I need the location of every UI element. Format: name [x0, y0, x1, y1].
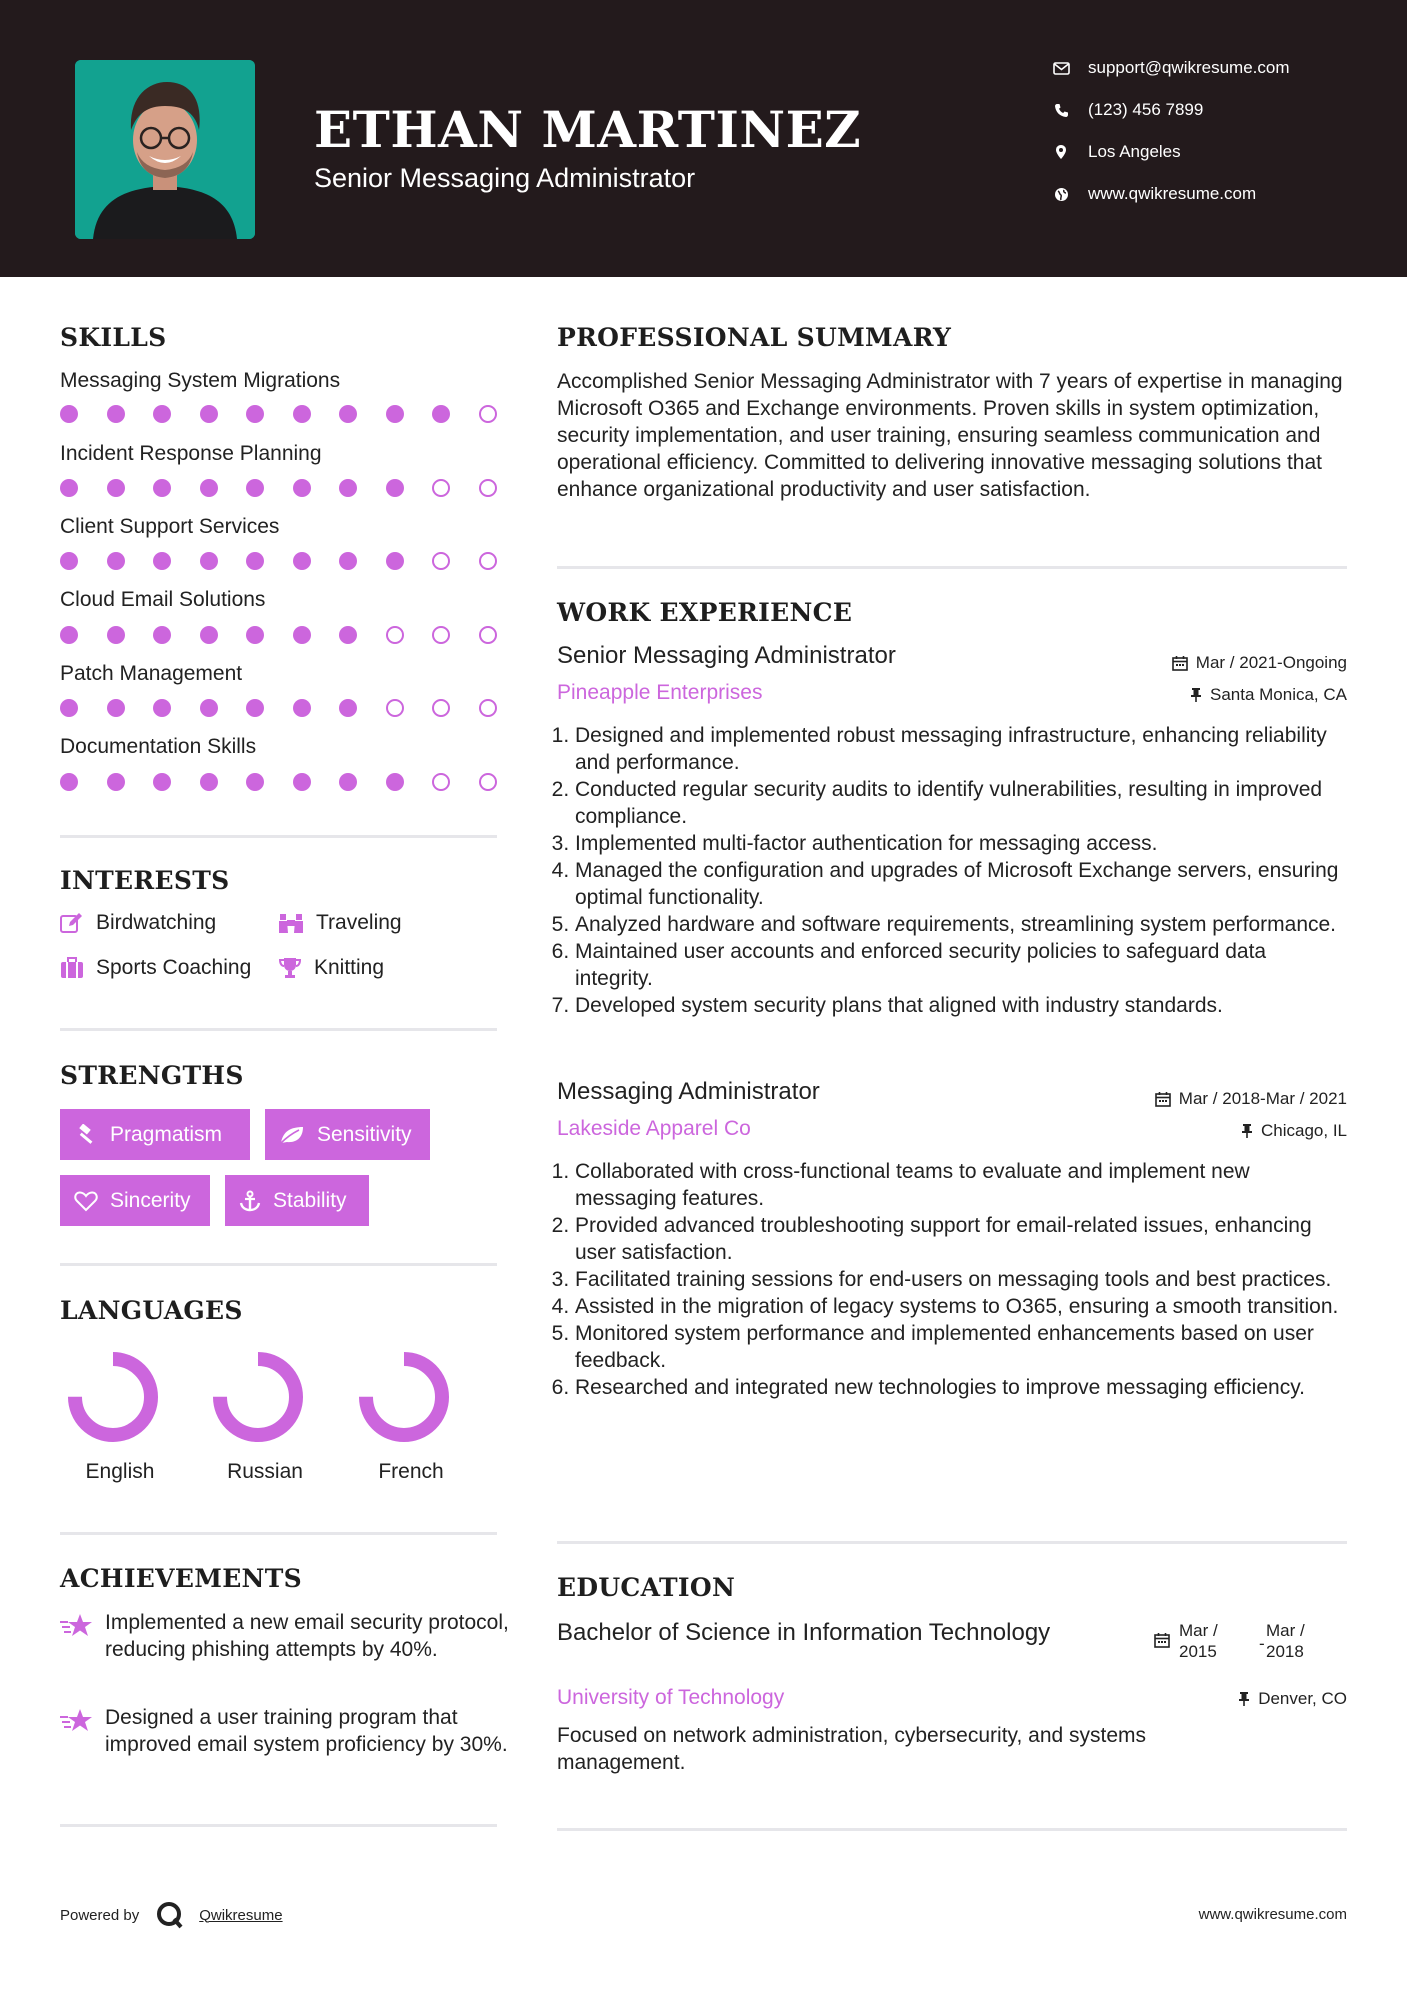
rating-dot-filled [246, 626, 264, 644]
bullet-item: 6. Researched and integrated new technologies to improve messaging efficiency. [575, 1374, 1347, 1401]
mail-icon [1050, 59, 1072, 77]
gavel-icon [74, 1124, 98, 1146]
skill-rating [60, 773, 500, 793]
powered-by-text: Powered by [60, 1906, 140, 1924]
summary-text: Accomplished Senior Messaging Administrator with 7 years of expertise in managing Microsoft O365 and Exchange environments. Proven skills in system optimization, security implementation, and user training, ensuring seamless communication and operational efficiency. Committed to delivering innovative messaging solutions that enhance organizational productivity and user satisfaction. [557, 370, 1343, 501]
rating-dot-empty [479, 479, 497, 497]
job-date [1172, 653, 1347, 673]
language-gauge [63, 1347, 163, 1452]
bullet-item: 2. Conducted regular security audits to identify vulnerabilities, resulting in improved compliance. [575, 776, 1347, 830]
rating-dot-filled [246, 552, 264, 570]
education-location [1238, 1689, 1347, 1709]
contact-phone-text: (123) 456 7899 [1088, 100, 1204, 119]
rating-dot-filled [107, 699, 125, 717]
rating-dot-filled [60, 405, 78, 423]
rating-dot-filled [246, 699, 264, 717]
rating-dot-filled [339, 479, 357, 497]
skill-label: Messaging System Migrations [60, 369, 341, 392]
bullet-item: 5. Monitored system performance and implemented enhancements based on user feedback. [575, 1320, 1347, 1374]
job-location [1190, 685, 1347, 705]
strength-tag [265, 1109, 430, 1160]
interest-label: Sports Coaching [96, 956, 252, 979]
person-illustration [75, 60, 255, 239]
language-label: English [85, 1460, 155, 1483]
section-divider [60, 1263, 497, 1266]
job-location [1241, 1121, 1347, 1141]
rating-dot-empty [479, 552, 497, 570]
job-bullets [557, 722, 1347, 1019]
resume-header [0, 0, 1407, 277]
calendar-icon [1155, 1091, 1171, 1107]
interest-item [60, 911, 216, 935]
rating-dot-filled [293, 405, 311, 423]
rating-dot-filled [246, 479, 264, 497]
bullet-item: 3. Facilitated training sessions for end-users on messaging tools and best practices. [575, 1266, 1347, 1293]
rating-dot-filled [339, 552, 357, 570]
contact-location-text: Los Angeles [1088, 142, 1181, 161]
summary-heading: PROFESSIONAL SUMMARY [557, 323, 952, 352]
company-name: Lakeside Apparel Co [557, 1117, 751, 1140]
date-separator: - [1259, 1634, 1265, 1653]
strength-label: Stability [273, 1188, 347, 1212]
rating-dot-filled [153, 552, 171, 570]
section-divider [557, 566, 1347, 569]
skill-label: Cloud Email Solutions [60, 588, 266, 611]
rating-dot-filled [153, 405, 171, 423]
education-location-text: Denver, CO [1258, 1689, 1347, 1708]
language-ring [354, 1347, 454, 1447]
bullet-item: 1. Collaborated with cross-functional teams to evaluate and implement new messaging features. [575, 1158, 1347, 1212]
bullet-item: 4. Managed the configuration and upgrades of Microsoft Exchange servers, ensuring optimal functionality. [575, 857, 1347, 911]
star-icon [60, 1609, 105, 1663]
job-date-text: Mar / 2018-Mar / 2021 [1178, 1089, 1347, 1108]
rating-dot-filled [200, 552, 218, 570]
rating-dot-filled [60, 773, 78, 791]
skill-rating [60, 699, 500, 719]
rating-dot-filled [339, 626, 357, 644]
skill-rating [60, 626, 500, 646]
language-level-arc [366, 1359, 442, 1435]
interest-label: Traveling [316, 911, 402, 934]
contact-website-text: www.qwikresume.com [1088, 184, 1257, 203]
skills-heading: SKILLS [60, 323, 167, 352]
rating-dot-filled [60, 699, 78, 717]
rating-dot-filled [339, 773, 357, 791]
qwikresume-link[interactable]: Qwikresume [199, 1906, 283, 1924]
calendar-icon [1154, 1632, 1170, 1648]
interest-item [278, 956, 384, 980]
achievements-heading: ACHIEVEMENTS [60, 1564, 302, 1593]
skill-rating [60, 552, 500, 572]
rating-dot-filled [386, 479, 404, 497]
rating-dot-empty [479, 773, 497, 791]
language-ring [208, 1347, 308, 1447]
skill-label: Client Support Services [60, 515, 280, 538]
rating-dot-filled [153, 699, 171, 717]
experience-heading: WORK EXPERIENCE [557, 598, 853, 627]
contact-email-text: support@qwikresume.com [1088, 58, 1290, 77]
bullet-item: 5. Analyzed hardware and software requirements, streamlining system performance. [575, 911, 1347, 938]
rating-dot-empty [432, 479, 450, 497]
globe-icon [1050, 185, 1072, 203]
section-divider [60, 835, 497, 838]
rating-dot-filled [293, 699, 311, 717]
rating-dot-filled [432, 405, 450, 423]
rating-dot-empty [432, 699, 450, 717]
contact-email[interactable] [1050, 58, 1290, 78]
rating-dot-filled [107, 552, 125, 570]
rating-dot-filled [386, 773, 404, 791]
footer-website[interactable]: www.qwikresume.com [1198, 1906, 1347, 1923]
qwikresume-logo-icon [155, 1900, 185, 1930]
education-heading: EDUCATION [557, 1573, 736, 1602]
rating-dot-filled [107, 626, 125, 644]
skill-label: Incident Response Planning [60, 442, 322, 465]
rating-dot-filled [293, 552, 311, 570]
school-name: University of Technology [557, 1686, 785, 1709]
achievement-item [60, 1609, 510, 1663]
skill-rating [60, 405, 500, 425]
rating-dot-empty [479, 699, 497, 717]
rating-dot-filled [386, 552, 404, 570]
rating-dot-filled [293, 479, 311, 497]
rating-dot-filled [200, 479, 218, 497]
rating-dot-filled [107, 773, 125, 791]
rating-dot-filled [153, 626, 171, 644]
pin-icon [1190, 687, 1202, 703]
language-label: Russian [227, 1460, 303, 1483]
language-level-arc [75, 1359, 151, 1435]
profile-photo [75, 60, 255, 239]
section-divider [557, 1828, 1347, 1831]
contact-phone[interactable] [1050, 100, 1203, 120]
skill-label: Patch Management [60, 662, 243, 685]
interest-label: Knitting [314, 956, 385, 979]
section-divider [557, 1541, 1347, 1544]
section-divider [60, 1824, 497, 1827]
star-icon [60, 1704, 105, 1758]
job-date [1155, 1089, 1347, 1109]
rating-dot-filled [339, 699, 357, 717]
achievement-text: Designed a user training program that improved email system proficiency by 30%. [105, 1706, 508, 1756]
rating-dot-filled [60, 552, 78, 570]
contact-location [1050, 142, 1181, 162]
job-title: Senior Messaging Administrator [557, 642, 896, 669]
strength-tag [60, 1175, 210, 1226]
rating-dot-empty [386, 626, 404, 644]
rating-dot-filled [246, 405, 264, 423]
rating-dot-empty [479, 626, 497, 644]
rating-dot-filled [246, 773, 264, 791]
heart-icon [74, 1190, 98, 1212]
rating-dot-filled [200, 773, 218, 791]
skill-rating [60, 479, 500, 499]
rating-dot-filled [200, 626, 218, 644]
company-name: Pineapple Enterprises [557, 681, 763, 704]
education-end-date: Mar / 2018 [1266, 1621, 1305, 1661]
rating-dot-filled [60, 479, 78, 497]
job-location-text: Santa Monica, CA [1209, 685, 1347, 704]
rating-dot-empty [432, 552, 450, 570]
interest-item [278, 911, 402, 935]
strength-tag [60, 1109, 250, 1160]
contact-website[interactable] [1050, 184, 1256, 204]
calendar-icon [1172, 655, 1188, 671]
footer-powered-by [60, 1900, 283, 1930]
job-bullets [557, 1158, 1347, 1401]
candidate-title: Senior Messaging Administrator [314, 163, 696, 193]
rating-dot-filled [200, 405, 218, 423]
rating-dot-filled [339, 405, 357, 423]
strength-label: Sincerity [110, 1188, 191, 1212]
candidate-name: ETHAN MARTINEZ [314, 100, 862, 159]
job-location-text: Chicago, IL [1261, 1121, 1347, 1140]
anchor-icon [239, 1190, 261, 1212]
rating-dot-filled [386, 405, 404, 423]
pin-icon [1241, 1123, 1253, 1139]
rating-dot-filled [293, 773, 311, 791]
pencil-icon [60, 912, 84, 934]
binoculars-icon [278, 912, 304, 934]
education-description: Focused on network administration, cybersecurity, and systems management. [557, 1724, 1147, 1774]
section-divider [60, 1532, 497, 1535]
bullet-item: 3. Implemented multi-factor authentication for messaging access. [575, 830, 1347, 857]
leaf-icon [279, 1125, 305, 1145]
rating-dot-empty [432, 773, 450, 791]
bullet-item: 4. Assisted in the migration of legacy systems to O365, ensuring a smooth transition. [575, 1293, 1347, 1320]
rating-dot-filled [153, 479, 171, 497]
rating-dot-filled [107, 479, 125, 497]
bullet-item: 7. Developed system security plans that aligned with industry standards. [575, 992, 1347, 1019]
degree-title: Bachelor of Science in Information Technology [557, 1619, 1051, 1646]
rating-dot-filled [200, 699, 218, 717]
education-start-date: Mar / 2015 [1179, 1621, 1218, 1661]
bullet-item: 2. Provided advanced troubleshooting support for email-related issues, enhancing user satisfaction. [575, 1212, 1347, 1266]
rating-dot-filled [153, 773, 171, 791]
interests-heading: INTERESTS [60, 866, 230, 895]
phone-icon [1050, 101, 1072, 119]
pin-icon [1238, 1691, 1250, 1707]
strength-label: Sensitivity [317, 1122, 412, 1146]
language-gauge [208, 1347, 308, 1452]
strength-tag [225, 1175, 369, 1226]
interest-label: Birdwatching [96, 911, 217, 934]
rating-dot-empty [386, 699, 404, 717]
trophy-icon [278, 957, 302, 979]
strengths-heading: STRENGTHS [60, 1061, 244, 1090]
interest-item [60, 956, 251, 980]
rating-dot-empty [432, 626, 450, 644]
bullet-item: 6. Maintained user accounts and enforced security policies to safeguard data integrity. [575, 938, 1347, 992]
job-date-text: Mar / 2021-Ongoing [1195, 653, 1347, 672]
achievement-item [60, 1704, 510, 1758]
skill-label: Documentation Skills [60, 735, 257, 758]
rating-dot-empty [479, 405, 497, 423]
bullet-item: 1. Designed and implemented robust messaging infrastructure, enhancing reliability and performance. [575, 722, 1347, 776]
language-gauge [354, 1347, 454, 1452]
rating-dot-filled [107, 405, 125, 423]
languages-heading: LANGUAGES [60, 1296, 243, 1325]
language-label: French [378, 1460, 444, 1483]
briefcase-icon [60, 957, 84, 979]
language-level-arc [220, 1359, 296, 1435]
achievement-text: Implemented a new email security protocol, reducing phishing attempts by 40%. [105, 1611, 509, 1661]
job-title: Messaging Administrator [557, 1078, 820, 1105]
rating-dot-filled [293, 626, 311, 644]
strength-label: Pragmatism [110, 1122, 223, 1146]
rating-dot-filled [60, 626, 78, 644]
location-icon [1050, 143, 1072, 161]
section-divider [60, 1028, 497, 1031]
language-ring [63, 1347, 163, 1447]
